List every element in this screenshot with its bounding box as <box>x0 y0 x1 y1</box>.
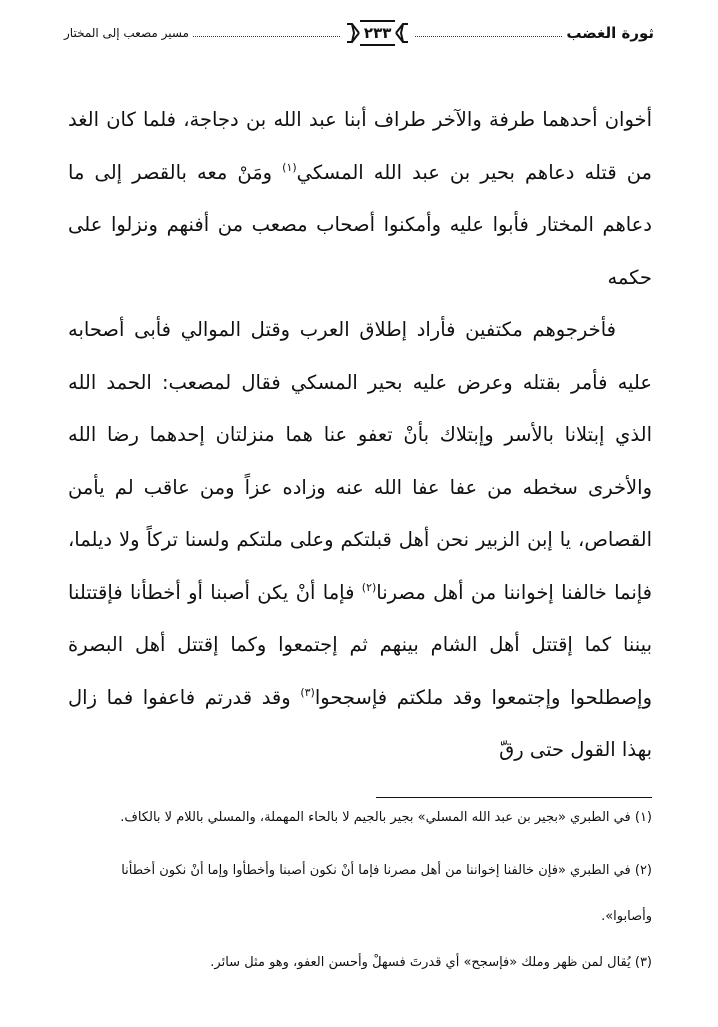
footnote-separator <box>376 797 652 798</box>
running-header <box>64 18 654 48</box>
page-number-ornament <box>346 20 409 46</box>
footnote-ref-1: (١) <box>282 160 297 174</box>
paragraph-1-text: أخوان أحدهما طرفة والآخر طراف أبنا عبد الله بن دجاجة، فلما كان الغد من قتله دعاهم بحير بن عبد الله المسكي <box>68 108 652 184</box>
footnote-2: (٢) في الطبري «فإن خالفنا إخواننا من أهل مصرنا فإما أنْ نكون أصبنا وأخطأوا وإما أنْ نكون أخطأنا وأصابوا». <box>121 863 652 924</box>
ornament-right-icon <box>395 20 409 46</box>
page-number: ٢٣٣ <box>360 20 395 46</box>
footnote-ref-2: (٢) <box>361 580 377 594</box>
paragraph-1 <box>68 94 652 304</box>
paragraph-2-text: فأخرجوهم مكتفين فأراد إطلاق العرب وقتل الموالي فأبى أصحابه عليه فأمر بقتله وعرض عليه بحير المسكي فقال لمصعب: الحمد الله الذي إبتلانا بالأسر وإبتلاك بأنْ تعفو عنا هما منزلتان إحدهما رضا الله والأخرى سخطه من عفا عفا الله عنه وزاده عزاً ومن عاقب لم يأمن القصاص، يا إبن الزبير نحن أهل قبلتكم وعلى ملتكم ولسنا تركاً ولا ديلما، فإنما خالفنا إخواننا من أهل مصرنا <box>68 318 653 604</box>
footnote-3: (٣) يُقال لمن ظهر وملك «فإسجح» أي قدرتَ فسهلْ وأحسن العفو، وهو مثل سائر. <box>210 955 652 970</box>
footnote-ref-3: (٣) <box>300 685 315 699</box>
paragraph-2-tail: وقد قدرتم فاعفوا فما زال بهذا القول حتى رقّ <box>68 685 652 761</box>
ornament-left-icon <box>346 20 360 46</box>
footnote-1: (١) في الطبري «بجير بن عبد الله المسلي» بجير بالجيم لا بالحاء المهملة، والمسلي باللام لا بالكاف. <box>120 810 652 825</box>
header-dotted-leader-right <box>415 36 562 37</box>
paragraph-1-tail: ومَنْ معه بالقصر إلى ما دعاهم المختار فأبوا عليه وأمكنوا أصحاب مصعب من أفنهم ونزلوا على حكمه <box>68 160 652 289</box>
main-text <box>68 94 652 777</box>
paragraph-2 <box>68 304 652 777</box>
footnotes <box>68 807 652 974</box>
chapter-title: مسير مصعب إلى المختار <box>64 26 189 40</box>
header-dotted-leader-left <box>193 36 340 37</box>
paragraph-2-mid: فإما أنْ يكن أصبنا أو أخطأنا فإقتتلنا بيننا كما إقتتل أهل الشام بينهم ثم إجتمعوا وكما إقتتل أهل البصرة وإصطلحوا وإجتمعوا وقد ملكتم فإسجحوا <box>68 580 652 709</box>
book-title: ثورة الغضب <box>566 24 654 42</box>
